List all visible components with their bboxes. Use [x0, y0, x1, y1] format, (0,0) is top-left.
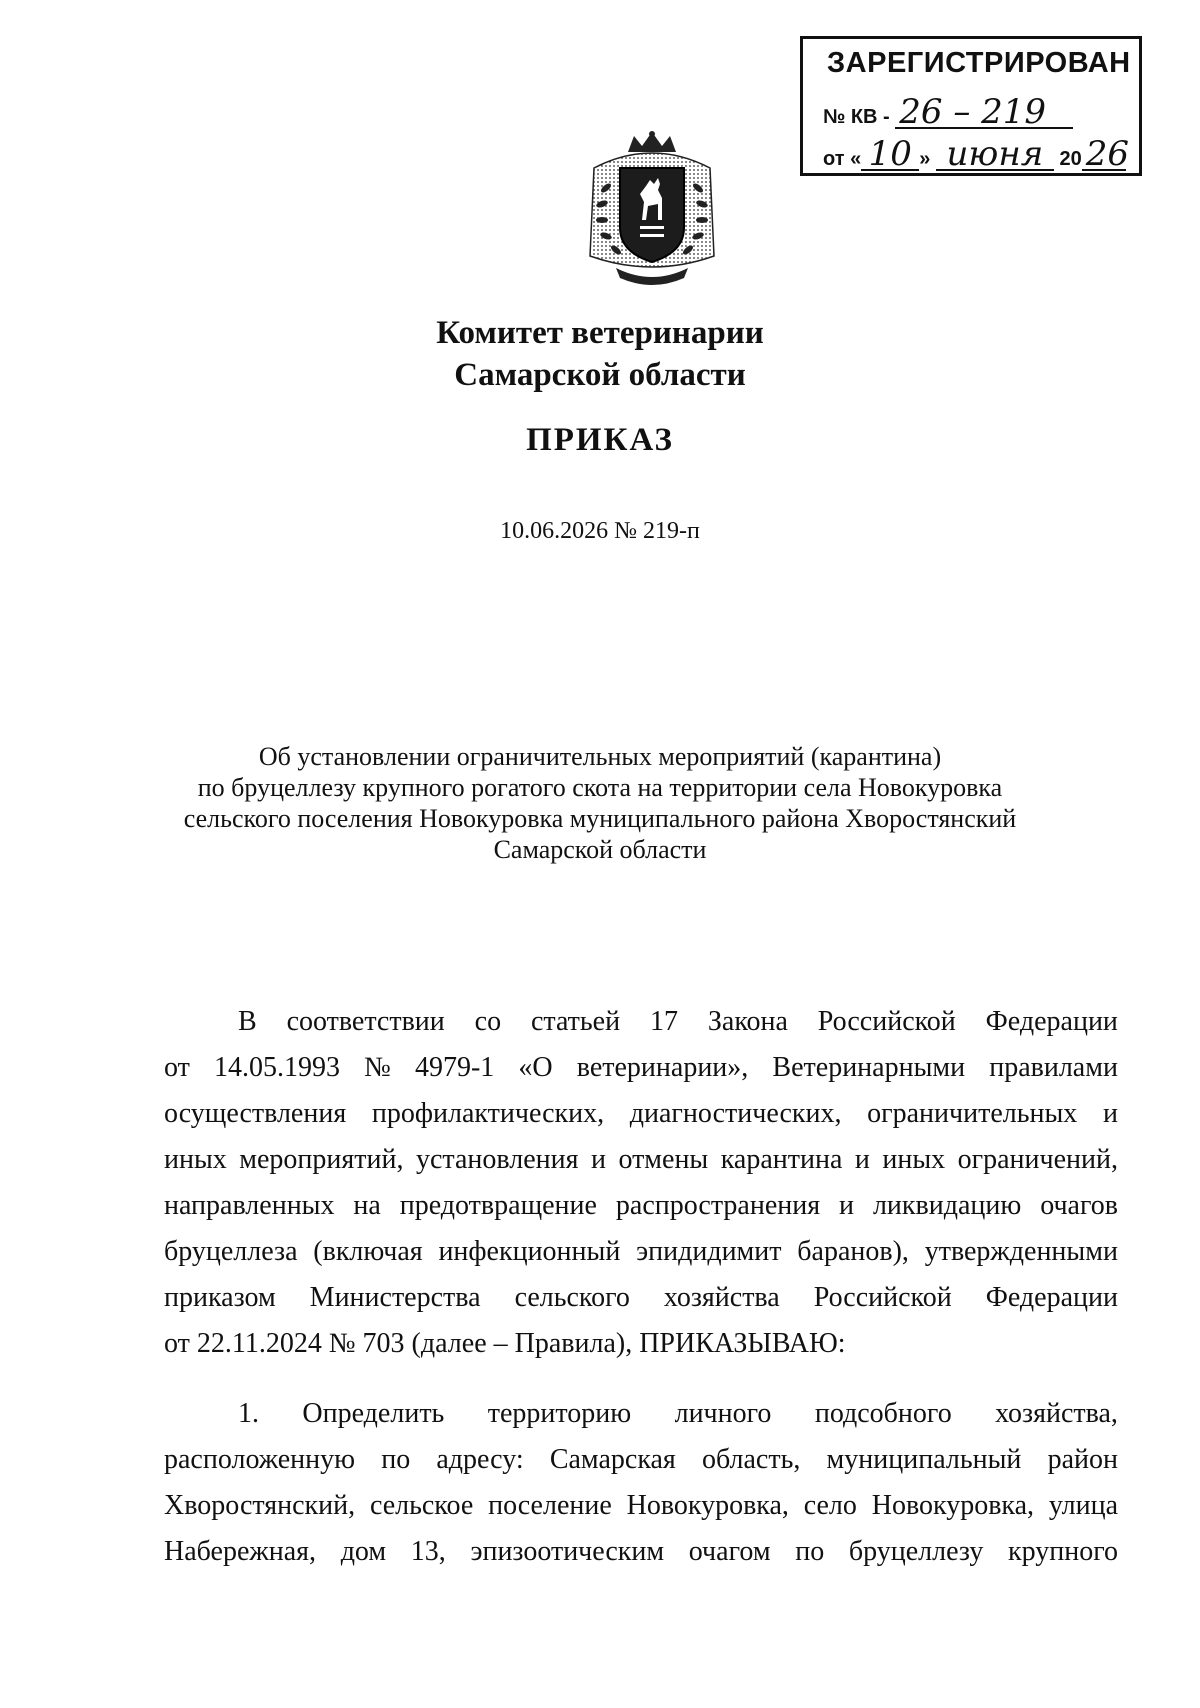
- body-line: 1. Определить территорию личного подсобного хозяйства,: [238, 1398, 1118, 1429]
- subject-line-4: Самарской области: [493, 835, 707, 864]
- stamp-number-value: 26 – 219: [895, 97, 1073, 129]
- body-line: расположенную по адресу: Самарская область, муниципальный район: [164, 1444, 1118, 1475]
- body-line: иных мероприятий, установления и отмены карантина и иных ограничений,: [164, 1144, 1118, 1175]
- stamp-number-row: [823, 92, 1073, 132]
- body-line: Хворостянский, сельское поселение Новокуровка, село Новокуровка, улица: [164, 1490, 1118, 1521]
- stamp-day: 10: [861, 139, 919, 171]
- body-line: Набережная, дом 13, эпизоотическим очагом по бруцеллезу крупного: [164, 1536, 1118, 1567]
- stamp-date-mid: »: [919, 148, 931, 170]
- coat-of-arms-icon: [576, 128, 728, 292]
- stamp-year-suffix: 26: [1082, 139, 1126, 171]
- stamp-month: июня: [936, 139, 1054, 171]
- stamp-date-prefix: от «: [823, 148, 862, 170]
- body-line: осуществления профилактических, диагностических, ограничительных и: [164, 1098, 1118, 1129]
- body-line: от 14.05.1993 № 4979-1 «О ветеринарии», Ветеринарными правилами: [164, 1052, 1118, 1083]
- registration-stamp: [800, 36, 1142, 176]
- stamp-year-prefix: 20: [1059, 148, 1082, 170]
- subject-line-3: сельского поселения Новокуровка муниципального района Хворостянский: [183, 804, 1017, 833]
- body-line: от 22.11.2024 № 703 (далее – Правила), ПРИКАЗЫВАЮ:: [164, 1328, 846, 1359]
- stamp-date-row: [823, 134, 1129, 174]
- body-line: В соответствии со статьей 17 Закона Российской Федерации: [238, 1006, 1118, 1037]
- subject-line-1: Об установлении ограничительных мероприятий (карантина): [258, 742, 942, 771]
- organization-line-1: Комитет ветеринарии: [436, 315, 764, 351]
- stamp-number-prefix: № КВ -: [823, 106, 890, 128]
- organization-line-2: Самарской области: [454, 357, 746, 393]
- body-line: бруцеллеза (включая инфекционный эпидидимит баранов), утвержденными: [164, 1236, 1118, 1267]
- document-number: 10.06.2026 № 219-п: [500, 518, 700, 544]
- body-line: направленных на предотвращение распространения и ликвидацию очагов: [164, 1190, 1118, 1221]
- body-line: приказом Министерства сельского хозяйства Российской Федерации: [164, 1282, 1118, 1313]
- document-type: ПРИКАЗ: [526, 422, 674, 458]
- subject-line-2: по бруцеллезу крупного рогатого скота на территории села Новокуровка: [197, 773, 1003, 802]
- organization-name: [0, 312, 1200, 396]
- stamp-title: ЗАРЕГИСТРИРОВАН: [827, 47, 1131, 79]
- document-subject: [0, 741, 1200, 865]
